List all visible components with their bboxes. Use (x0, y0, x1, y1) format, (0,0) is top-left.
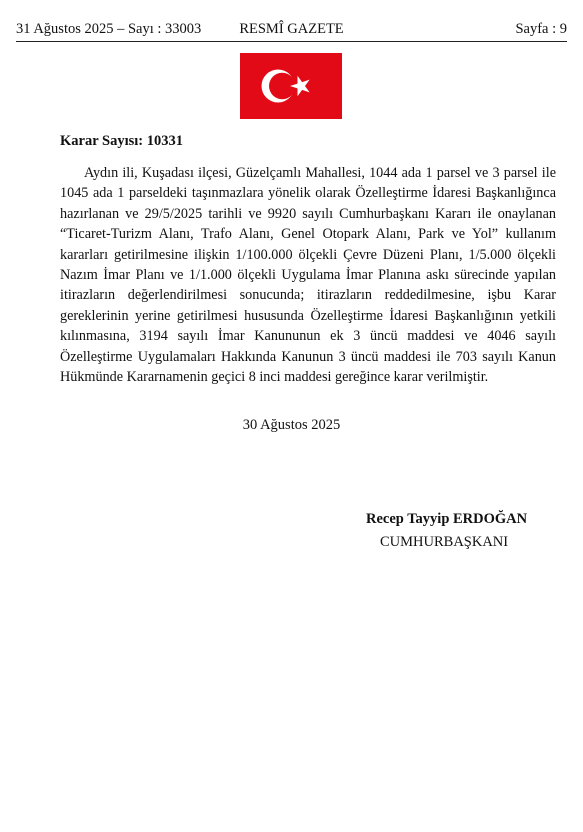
decision-text: Aydın ili, Kuşadası ilçesi, Güzelçamlı Mahallesi, 1044 ada 1 parsel ve 3 parsel ile 1045 ada 1 parseldeki taşınmazlara yönelik olarak Özelleştirme İdaresi Başkanlığınca hazırlanan ve 29/5/2025 tarihli ve 9920 sayılı Cumhurbaşkanı Kararı ile onaylanan “Ticaret-Turizm Alanı, Trafo Alanı, Genel Otopark Alanı, Park ve Yol” kullanım kararları getirilmesine ilişkin 1/100.000 ölçekli Çevre Düzeni Planı, 1/5.000 ölçekli Nazım İmar Planı ve 1/1.000 ölçekli Uygulama İmar Planına askı sürecinde yapılan itirazların değerlendirilmesi sonucunda; itirazların reddedilmesine, işbu Karar gereklerinin yerine getirilmesi hususunda Özelleştirme İdaresi Başkanlığının yetkili kılınmasına, 3194 sayılı İmar Kanununun ek 3 üncü maddesi ve 4046 sayılı Özelleştirme Uygulamaları Hakkında Kanunun 3 üncü maddesi ile 703 sayılı Kanun Hükmünde Kararnamenin geçici 8 inci maddesi gereğince karar verilmiştir. (60, 165, 556, 386)
gazette-title: RESMÎ GAZETE (239, 21, 344, 37)
decision-date: 30 Ağustos 2025 (242, 417, 341, 433)
decision-number: Karar Sayısı: 10331 (60, 133, 183, 149)
signer-name: Recep Tayyip ERDOĞAN (366, 511, 528, 527)
signer-title: CUMHURBAŞKANI (380, 534, 509, 550)
turkish-flag-icon (240, 53, 342, 119)
page-number: Sayfa : 9 (515, 21, 567, 37)
header-divider (16, 41, 567, 42)
issue-date-number: 31 Ağustos 2025 – Sayı : 33003 (16, 21, 202, 37)
page-header (16, 20, 567, 38)
